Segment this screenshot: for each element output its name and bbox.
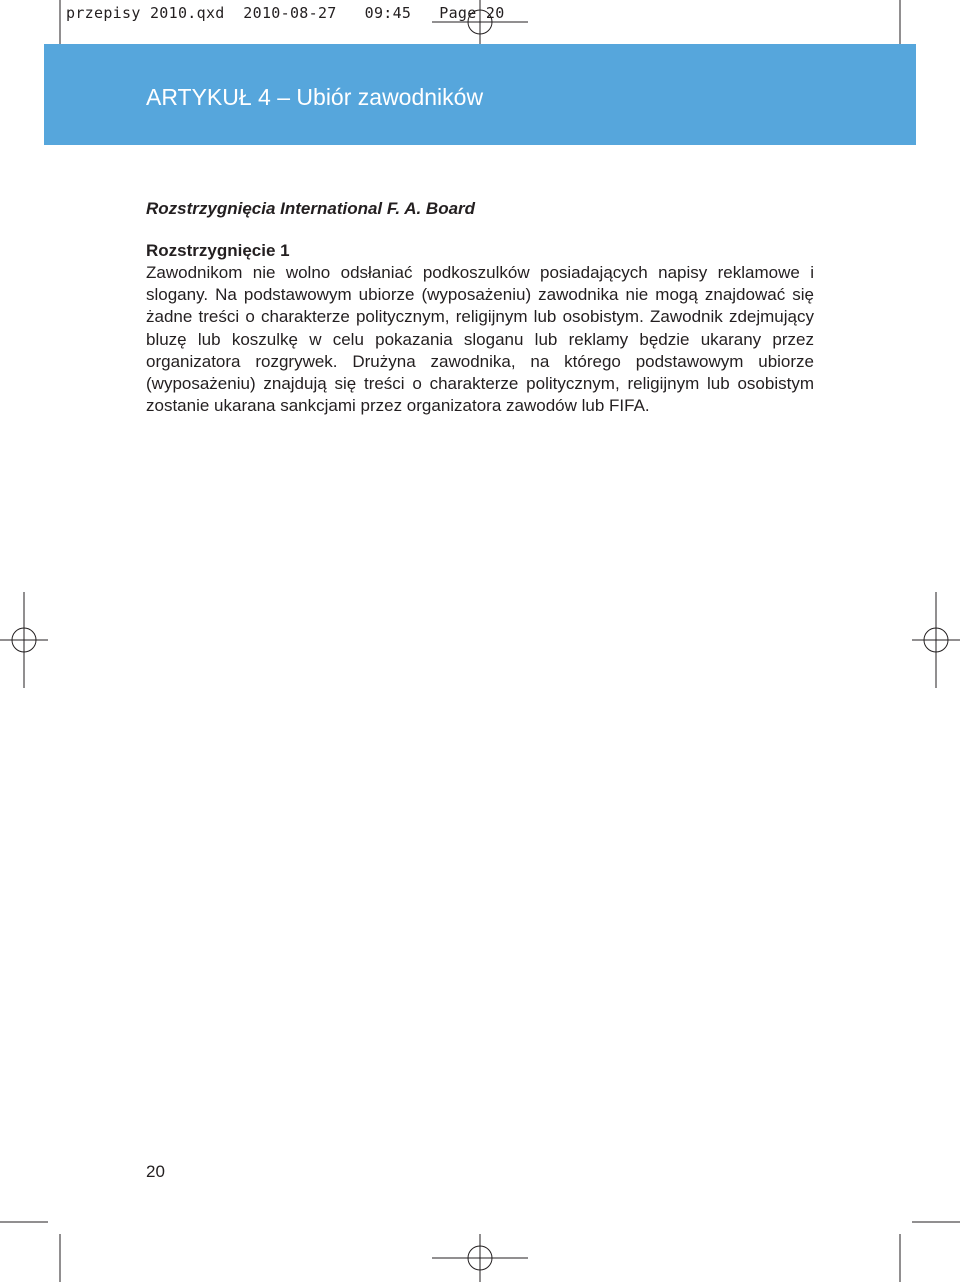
article-title: ARTYKUŁ 4 – Ubiór zawodników — [146, 84, 484, 110]
page-number: 20 — [146, 1162, 165, 1181]
slug-time: 09:45 — [364, 4, 412, 22]
section-heading: Rozstrzygnięcia International F. A. Board — [146, 199, 476, 218]
slug-line — [66, 4, 505, 22]
registration-mark-bottom — [432, 1234, 528, 1282]
slug-date: 2010-08-27 — [243, 4, 337, 22]
registration-mark-right — [912, 592, 960, 688]
decision-text: Zawodnikom nie wolno odsłaniać podkoszulków posiadających napisy reklamowe i slogany. Na podstawowym ubiorze (wyposażeniu) zawodnika nie mogą znajdować się żadne treści o charakterze politycznym, religijnym lub osobistym. Zawodnik zdejmujący bluzę lub koszulkę w celu pokazania sloganu lub reklamy będzie ukarany przez organizatora rozgrywek. Drużyna zawodnika, na którego podstawowym ubiorze (wyposażeniu) znajdują się treści o charakterze politycznym, religijnym lub osobistym zostanie ukarana sankcjami przez organizatora zawodów lub FIFA. — [146, 263, 814, 416]
slug-page-label: Page 20 — [439, 4, 505, 22]
slug-filename: przepisy 2010.qxd — [66, 4, 225, 22]
decision-title: Rozstrzygnięcie 1 — [146, 241, 290, 260]
header-banner — [44, 44, 916, 145]
registration-mark-left — [0, 592, 48, 688]
